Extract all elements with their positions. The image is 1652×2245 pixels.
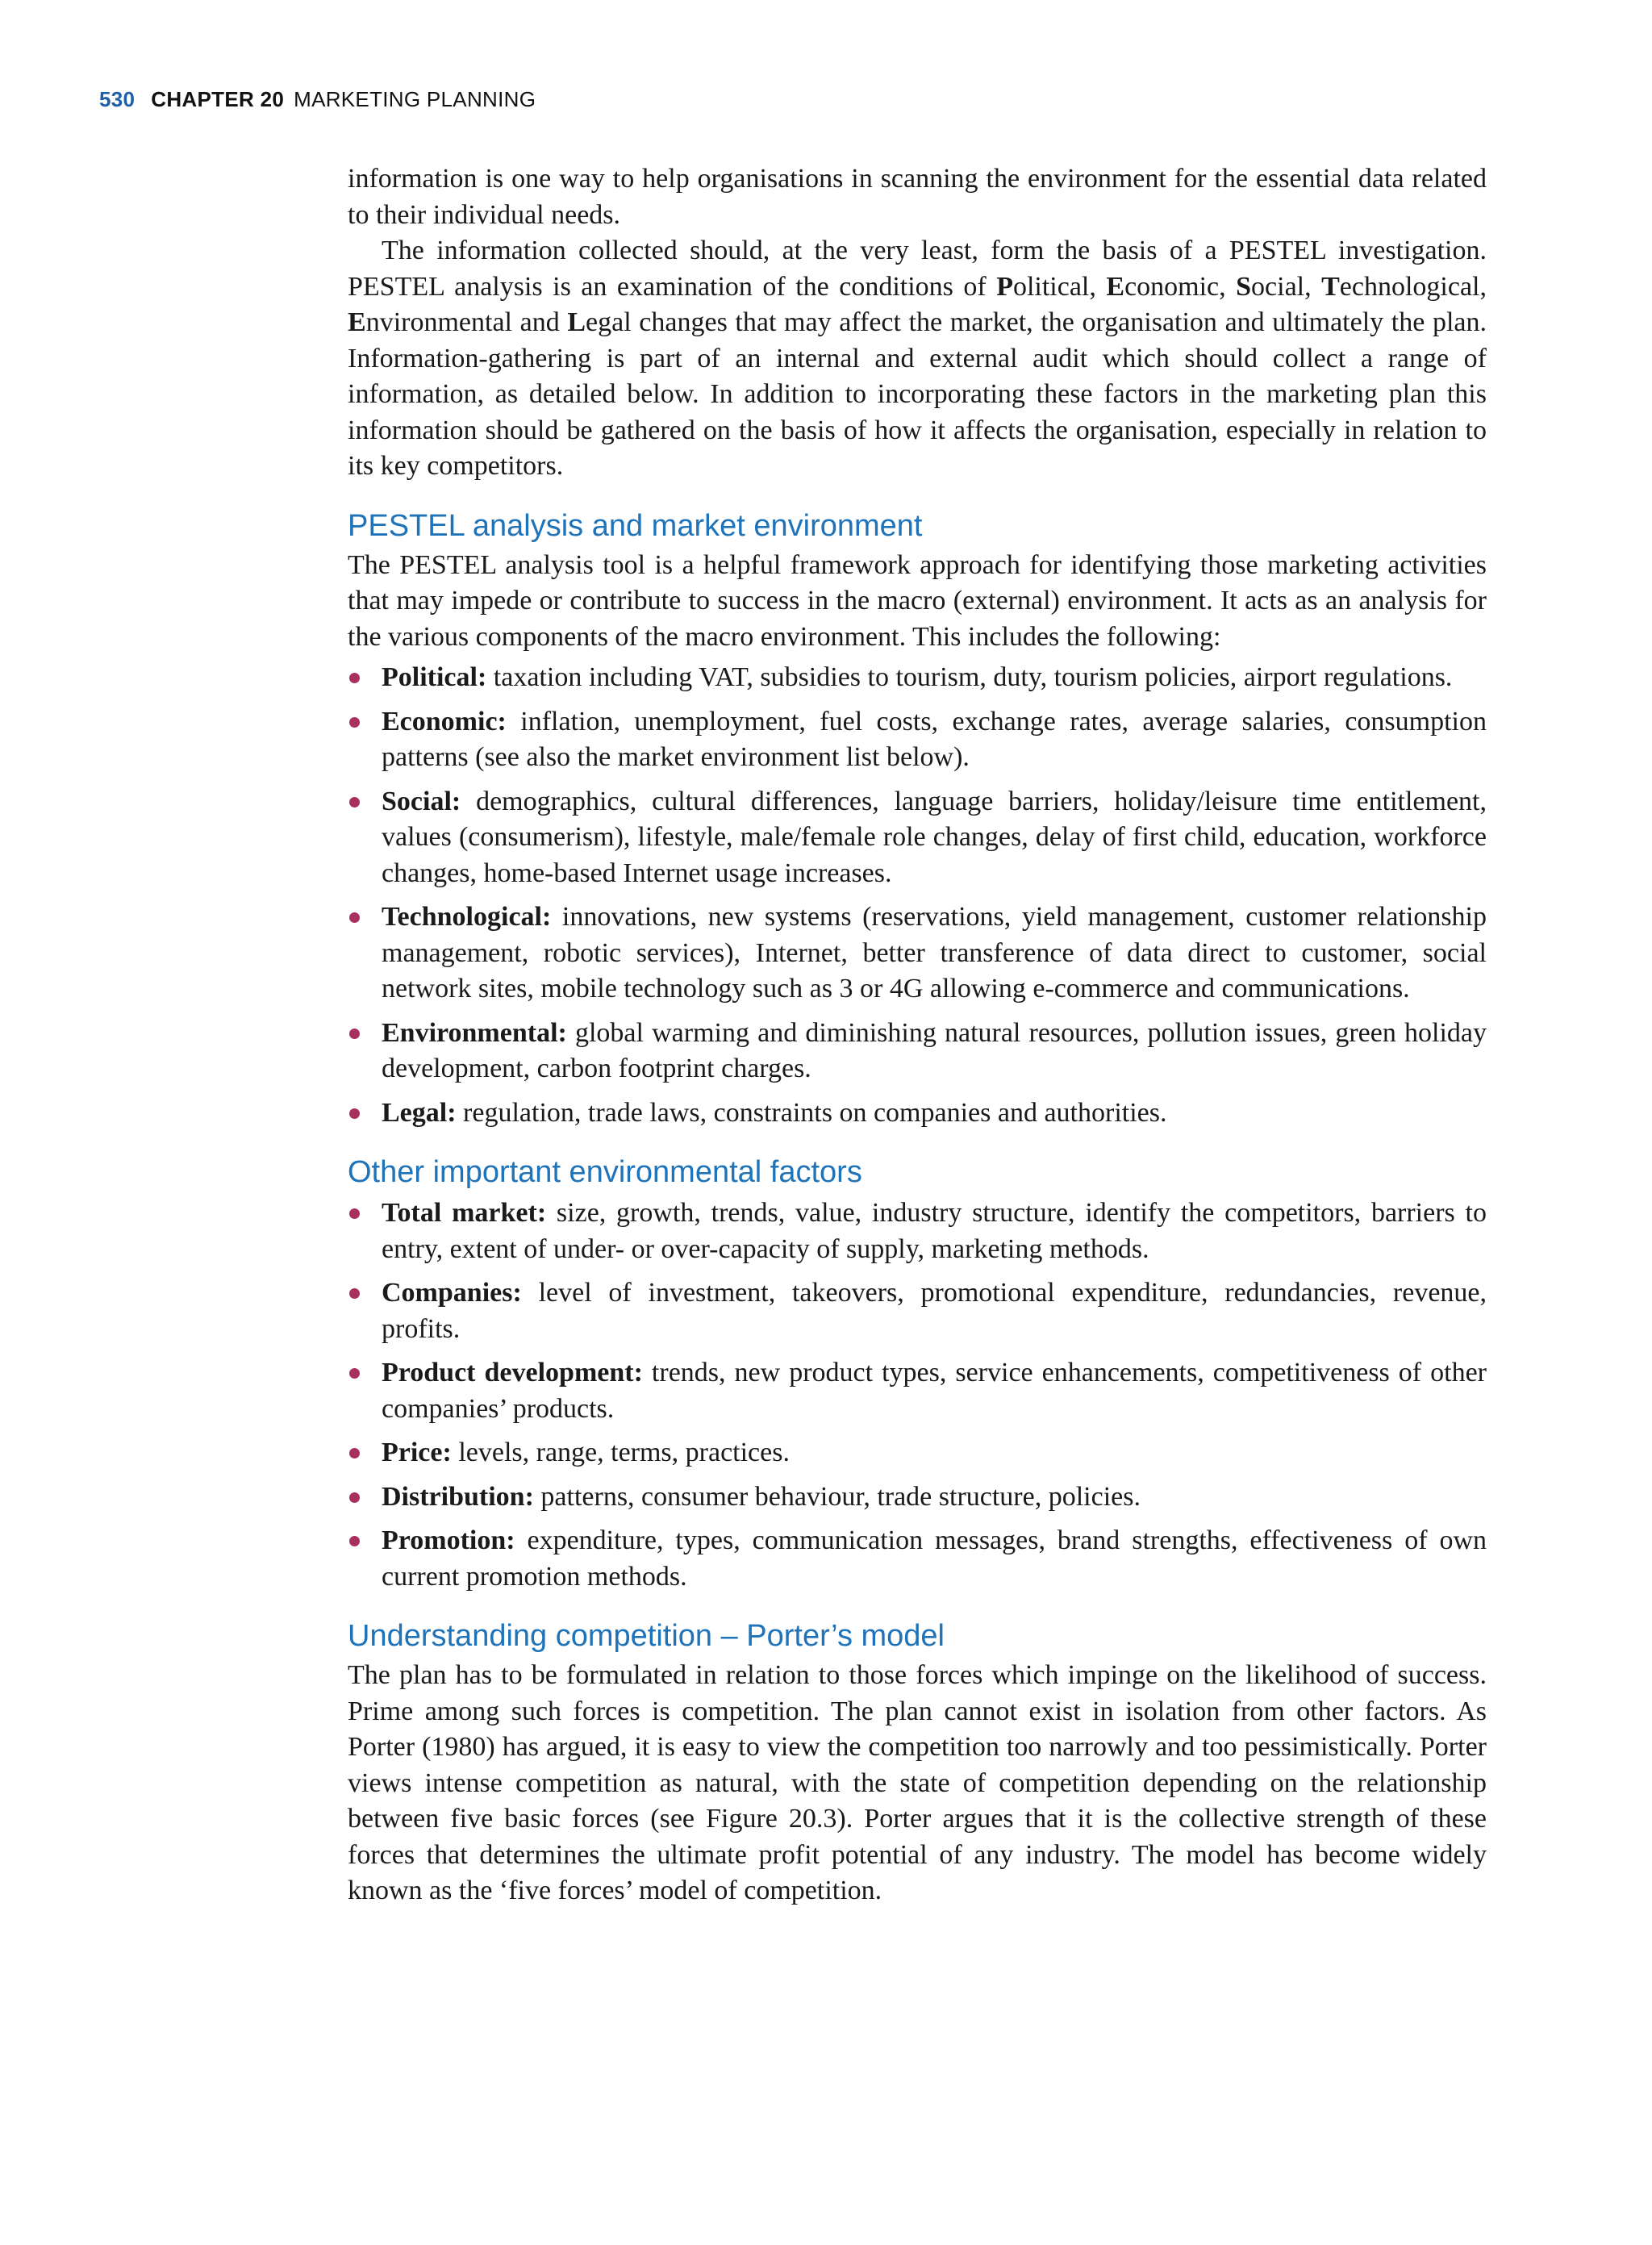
bullet-icon bbox=[349, 1208, 360, 1219]
bullet-icon bbox=[349, 1288, 360, 1299]
list-item: Legal: regulation, trade laws, constraints on companies and authorities. bbox=[348, 1095, 1487, 1132]
bullet-icon bbox=[349, 1108, 360, 1119]
bullet-icon bbox=[349, 797, 360, 807]
list-item: Environmental: global warming and diminishing natural resources, pollution issues, green holiday development, carbon footprint charges. bbox=[348, 1016, 1487, 1087]
list-item: Social: demographics, cultural differences, language barriers, holiday/leisure time entitlement, values (consumerism), lifestyle, male/female role changes, delay of first child, education, workforce changes, home-based Internet usage increases. bbox=[348, 784, 1487, 892]
list-item: Promotion: expenditure, types, communication messages, brand strengths, effectiveness of own current promotion methods. bbox=[348, 1523, 1487, 1595]
bullet-icon bbox=[349, 912, 360, 923]
chapter-label: CHAPTER 20 bbox=[151, 87, 285, 111]
pestel-paragraph: The PESTEL analysis tool is a helpful framework approach for identifying those marketing activities that may impede or contribute to success in the macro (external) environment. It acts as an analysis for the various components of the macro environment. This includes the following: bbox=[348, 549, 1487, 652]
list-item: Companies: level of investment, takeovers, promotional expenditure, redundancies, revenue, profits. bbox=[348, 1275, 1487, 1347]
bullet-icon bbox=[349, 673, 360, 683]
list-item: Product development: trends, new product types, service enhancements, competitiveness of other companies’ products. bbox=[348, 1355, 1487, 1427]
list-item: Economic: inflation, unemployment, fuel costs, exchange rates, average salaries, consumption patterns (see also the market environment list below). bbox=[348, 704, 1487, 776]
porter-paragraph: The plan has to be formulated in relation to those forces which impinge on the likelihood of success. Prime among such forces is competition. The plan cannot exist in isolation from other factors. As Porter (1980) has argued, it is easy to view the competition too narrowly and too pessimistically. Porter views intense competition as natural, with the state of competition depending on the relationship between five basic forces (see Figure 20.3). Porter argues that it is the collective strength of these forces that determines the ultimate profit potential of any industry. The model has become widely known as the ‘five forces’ model of competition. bbox=[348, 1660, 1487, 1905]
bullet-icon bbox=[349, 1492, 360, 1503]
intro-paragraph-continued: information is one way to help organisations in scanning the environment for the essential data related to their individual needs. bbox=[348, 164, 1487, 230]
running-head bbox=[99, 87, 536, 112]
list-item: Distribution: patterns, consumer behaviour, trade structure, policies. bbox=[348, 1479, 1487, 1516]
other-factors-list bbox=[348, 1196, 1487, 1595]
list-item: Total market: size, growth, trends, value, industry structure, identify the competitors, barriers to entry, extent of under- or over-capacity of supply, marketing methods. bbox=[348, 1196, 1487, 1267]
bullet-icon bbox=[349, 1368, 360, 1379]
pestel-list bbox=[348, 660, 1487, 1131]
section-heading-pestel: PESTEL analysis and market environment bbox=[348, 508, 923, 543]
list-item: Political: taxation including VAT, subsidies to tourism, duty, tourism policies, airport regulations. bbox=[348, 660, 1487, 696]
bullet-icon bbox=[349, 1536, 360, 1546]
chapter-title: MARKETING PLANNING bbox=[294, 87, 536, 111]
section-heading-porter: Understanding competition – Porter’s model bbox=[348, 1619, 945, 1653]
bullet-icon bbox=[349, 1029, 360, 1039]
bullet-icon bbox=[349, 1448, 360, 1458]
section-heading-other-factors: Other important environmental factors bbox=[348, 1155, 862, 1189]
page-body bbox=[348, 161, 1487, 1909]
page-number: 530 bbox=[99, 87, 136, 111]
intro-paragraph-pestel: The information collected should, at the very least, form the basis of a PESTEL investigation. PESTEL analysis is an examination of the conditions of Political, Economic, Social, Technological, Environmental and Legal changes that may affect the market, the organisation and ultimately the plan. Information-gathering is part of an internal and external audit which should collect a range of information, as detailed below. In addition to incorporating these factors in the marketing plan this information should be gathered on the basis of how it affects the organisation, especially in relation to its key competitors. bbox=[348, 236, 1487, 481]
bullet-icon bbox=[349, 717, 360, 728]
list-item: Technological: innovations, new systems (reservations, yield management, customer relationship management, robotic services), Internet, better transference of data direct to customer, social network sites, mobile technology such as 3 or 4G allowing e-commerce and communications. bbox=[348, 899, 1487, 1008]
list-item: Price: levels, range, terms, practices. bbox=[348, 1435, 1487, 1471]
